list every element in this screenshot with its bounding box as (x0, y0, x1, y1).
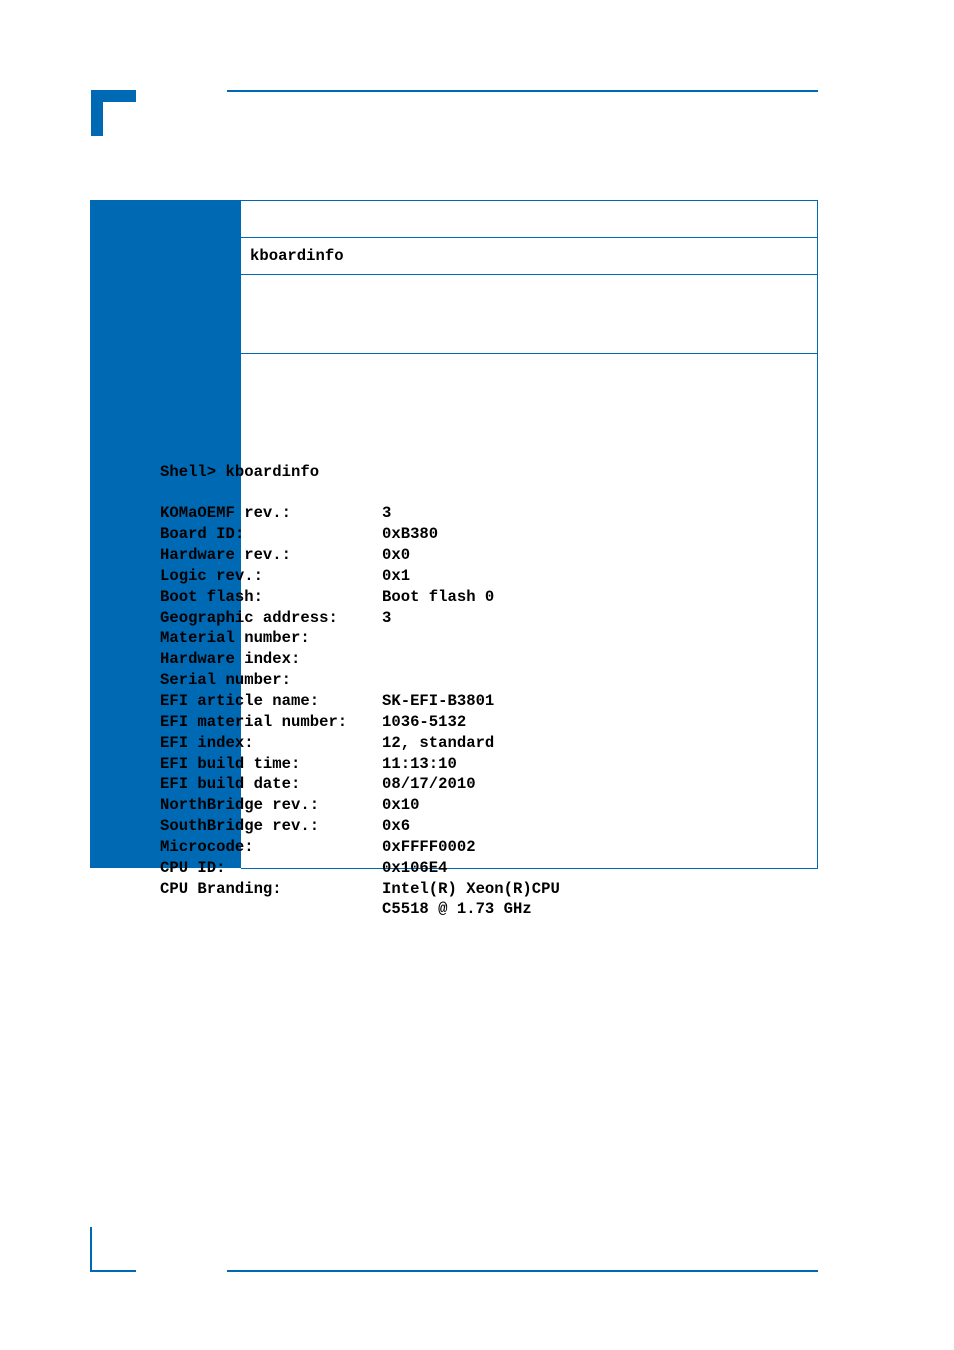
output-line (160, 649, 560, 670)
output-value: 0x106E4 (382, 858, 448, 877)
output-line (160, 524, 560, 545)
output-label: Hardware rev.: (160, 546, 292, 565)
table-row-command (241, 238, 817, 275)
output-line (160, 733, 560, 754)
output-label: KOMaOEMF rev.: (160, 504, 292, 523)
output-label: EFI article name: (160, 691, 320, 710)
table-row-empty (241, 275, 817, 354)
output-value: 0xFFFF0002 (382, 837, 476, 856)
corner-mark-bottom-horizontal (90, 1270, 136, 1272)
output-label: EFI material number: (160, 712, 348, 731)
output-value: C5518 @ 1.73 GHz (382, 900, 532, 919)
output-line (160, 628, 560, 649)
output-value: 3 (382, 608, 392, 627)
shell-prompt-line: Shell> kboardinfo (160, 462, 320, 481)
output-label: Board ID: (160, 525, 245, 544)
output-value: SK-EFI-B3801 (382, 691, 495, 710)
output-line (160, 670, 560, 691)
output-label: Microcode: (160, 837, 254, 856)
output-label: CPU ID: (160, 858, 226, 877)
output-value: 11:13:10 (382, 754, 457, 773)
output-value: 0x6 (382, 817, 411, 836)
output-value: 08/17/2010 (382, 775, 476, 794)
output-value: 0x10 (382, 796, 420, 815)
output-label: Hardware index: (160, 650, 301, 669)
output-line (160, 566, 560, 587)
output-label: Geographic address: (160, 608, 338, 627)
table-row-empty (241, 201, 817, 238)
shell-output (160, 420, 560, 920)
output-label: Boot flash: (160, 587, 263, 606)
output-label: EFI index: (160, 733, 254, 752)
output-line (160, 858, 560, 879)
output-line (160, 774, 560, 795)
output-label: NorthBridge rev.: (160, 796, 320, 815)
output-label: EFI build date: (160, 775, 301, 794)
output-value: 1036-5132 (382, 712, 467, 731)
header-rule (227, 90, 818, 92)
output-line (160, 691, 560, 712)
output-line (160, 816, 560, 837)
output-value: 0x1 (382, 566, 411, 585)
output-label: Serial number: (160, 671, 292, 690)
corner-mark-bottom-vertical (90, 1227, 92, 1272)
output-line (160, 754, 560, 775)
output-value: 3 (382, 504, 392, 523)
output-value: Intel(R) Xeon(R)CPU (382, 879, 560, 898)
output-value: 0x0 (382, 546, 411, 565)
output-value: Boot flash 0 (382, 587, 495, 606)
output-line (160, 837, 560, 858)
output-line (160, 899, 560, 920)
output-label: EFI build time: (160, 754, 301, 773)
output-line (160, 545, 560, 566)
output-label: Material number: (160, 629, 310, 648)
output-label: CPU Branding: (160, 879, 282, 898)
output-value: 12, standard (382, 733, 495, 752)
output-label: Logic rev.: (160, 566, 263, 585)
output-label: SouthBridge rev.: (160, 817, 320, 836)
corner-mark-top-horizontal (91, 90, 136, 102)
command-name: kboardinfo (250, 247, 344, 265)
output-value: 0xB380 (382, 525, 439, 544)
output-line (160, 587, 560, 608)
output-line (160, 712, 560, 733)
output-line (160, 795, 560, 816)
output-line (160, 879, 560, 900)
output-line (160, 503, 560, 524)
footer-rule (227, 1270, 818, 1272)
output-line (160, 608, 560, 629)
